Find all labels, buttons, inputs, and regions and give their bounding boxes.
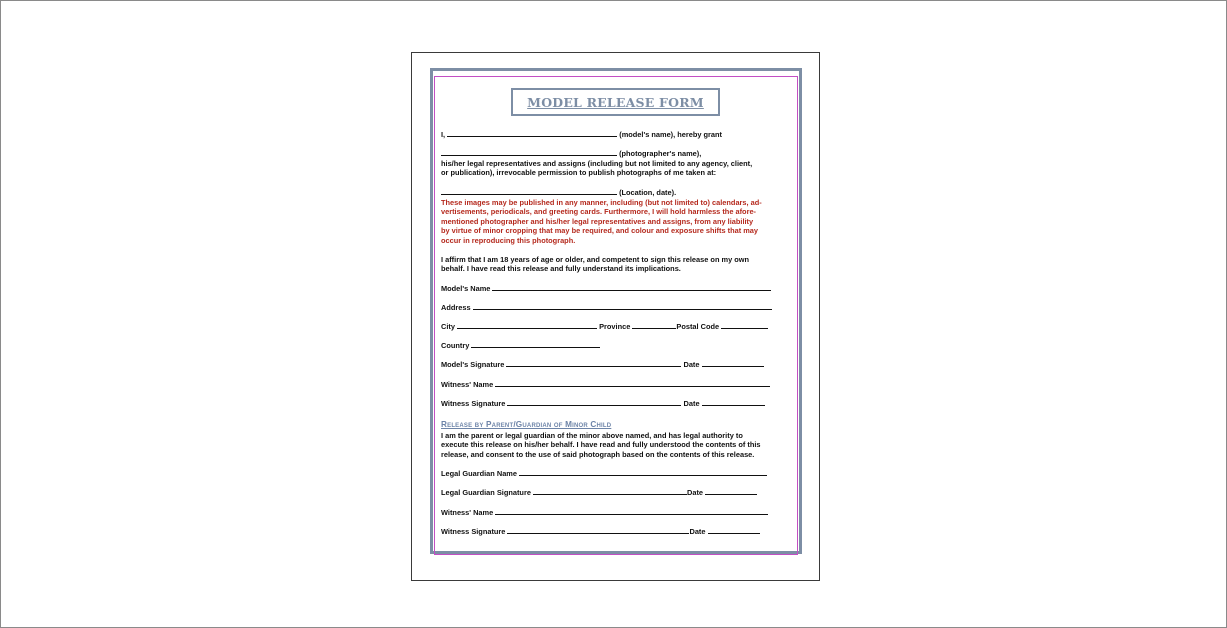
witness-signature-date-field[interactable] — [702, 399, 765, 406]
form-title-box — [511, 88, 720, 116]
legal-guardian-name-label: Legal Guardian Name — [441, 469, 517, 478]
affirm-text-2: behalf. I have read this release and fully understand its implications. — [441, 264, 681, 273]
guardian-section-heading: Release by Parent/Guardian of Minor Child — [441, 420, 612, 429]
guardian-text-1: I am the parent or legal guardian of the minor above named, and has legal authority to — [441, 431, 743, 440]
guardian-text-3: release, and consent to the use of said photograph based on the contents of this release. — [441, 450, 755, 459]
location-line — [441, 188, 676, 197]
postal-code-field[interactable] — [721, 322, 768, 329]
witness-signature-row — [441, 399, 765, 408]
postal-code-label: Postal Code — [676, 322, 720, 331]
guardian-witness-date-label: Date — [689, 527, 706, 536]
witness-signature-label: Witness Signature — [441, 399, 506, 408]
photographer-suffix: (photographer's name), — [619, 149, 702, 158]
affirm-text-1: I affirm that I am 18 years of age or older, and competent to sign this release on my own — [441, 255, 750, 264]
models-signature-row — [441, 360, 764, 369]
disclaimer-text-4: by virtue of minor cropping that may be required, and colour and exposure shifts that may — [441, 226, 759, 235]
models-name-row — [441, 284, 771, 293]
guardian-witness-name-field[interactable] — [495, 508, 768, 515]
address-label: Address — [441, 303, 471, 312]
legal-guardian-signature-field[interactable] — [533, 488, 687, 495]
legal-guardian-name-row — [441, 469, 767, 478]
photographer-line — [441, 149, 701, 158]
address-field[interactable] — [473, 303, 772, 310]
models-signature-field[interactable] — [506, 360, 681, 367]
legal-guardian-date-field[interactable] — [705, 488, 757, 495]
models-signature-date-field[interactable] — [702, 360, 764, 367]
photographer-name-blank[interactable] — [441, 149, 617, 156]
disclaimer-text-1: These images may be published in any manner, including (but not limited to) calendars, ad- — [441, 198, 762, 207]
witness-signature-date-label: Date — [683, 399, 700, 408]
country-field[interactable] — [471, 341, 600, 348]
witness-name-field[interactable] — [495, 380, 770, 387]
witness-signature-field[interactable] — [507, 399, 681, 406]
legal-guardian-signature-label: Legal Guardian Signature — [441, 488, 531, 497]
location-date-blank[interactable] — [441, 188, 617, 195]
grant-prefix: I, — [441, 130, 446, 139]
disclaimer-text-3: mentioned photographer and his/her legal representatives and assigns, from any liability — [441, 217, 754, 226]
models-name-field[interactable] — [492, 284, 771, 291]
grant-suffix: (model's name), hereby grant — [619, 130, 723, 139]
city-row — [441, 322, 768, 331]
address-row — [441, 303, 772, 312]
location-suffix: (Location, date). — [619, 188, 677, 197]
country-label: Country — [441, 341, 470, 350]
guardian-witness-name-row — [441, 508, 768, 517]
province-label: Province — [599, 322, 631, 331]
guardian-witness-signature-label: Witness Signature — [441, 527, 506, 536]
legal-guardian-date-label: Date — [687, 488, 704, 497]
guardian-witness-date-field[interactable] — [708, 527, 760, 534]
witness-name-row — [441, 380, 770, 389]
document-page — [411, 52, 820, 581]
guardian-witness-name-label: Witness' Name — [441, 508, 494, 517]
models-name-blank[interactable] — [447, 130, 617, 137]
models-signature-date-label: Date — [683, 360, 700, 369]
witness-name-label: Witness' Name — [441, 380, 494, 389]
legal-guardian-name-field[interactable] — [519, 469, 767, 476]
models-signature-label: Model's Signature — [441, 360, 505, 369]
models-name-label: Model's Name — [441, 284, 491, 293]
disclaimer-text-5: occur in reproducing this photograph. — [441, 236, 576, 245]
page-inner-border — [434, 76, 798, 555]
city-label: City — [441, 322, 455, 331]
guardian-witness-signature-row — [441, 527, 760, 536]
guardian-witness-signature-field[interactable] — [507, 527, 689, 534]
legal-guardian-signature-row — [441, 488, 757, 497]
province-field[interactable] — [632, 322, 676, 329]
rights-text-2: or publication), irrevocable permission to publish photographs of me taken at: — [441, 168, 717, 177]
guardian-text-2: execute this release on his/her behalf. I have read and fully understood the contents of this — [441, 440, 761, 449]
rights-text-1: his/her legal representatives and assigns (including but not limited to any agency, client, — [441, 159, 753, 168]
country-row — [441, 341, 600, 350]
form-title: MODEL RELEASE FORM — [527, 94, 704, 110]
grant-line — [441, 130, 722, 139]
disclaimer-text-2: vertisements, periodicals, and greeting cards. Furthermore, I will hold harmless the afore- — [441, 207, 757, 216]
city-field[interactable] — [457, 322, 597, 329]
